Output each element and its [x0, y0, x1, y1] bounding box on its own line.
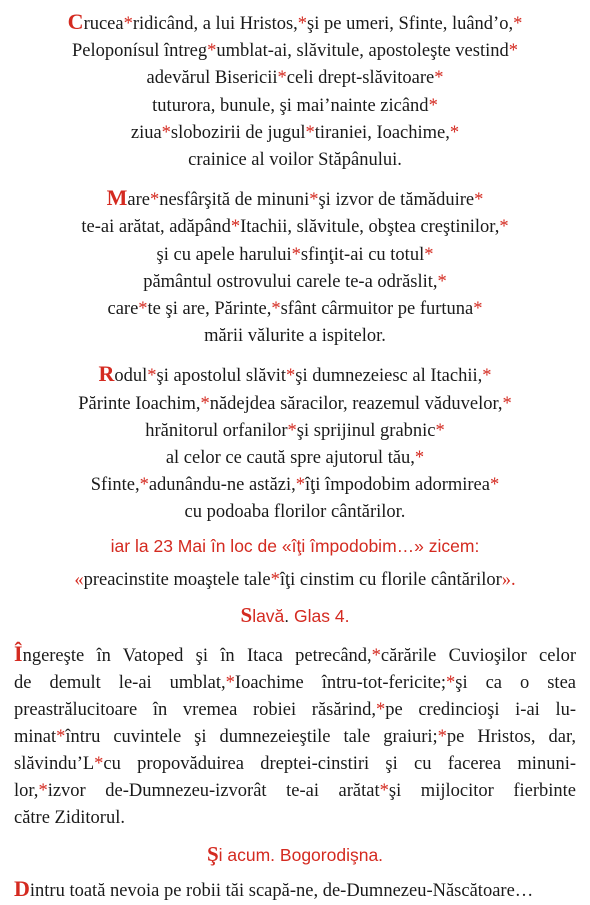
theotokion-line	[14, 875, 576, 905]
verse-asterisk: *	[371, 645, 381, 666]
verse-asterisk: *	[149, 190, 160, 211]
drop-letter: C	[67, 9, 84, 34]
theotokion-drop-letter: D	[14, 875, 30, 901]
doxastikon-line: către Ziditorul.	[14, 807, 125, 828]
sticheron-stanza	[14, 184, 576, 350]
doxastikon-line: minat*întru cuvintele şi dumnezeieştile tale graiuri;*pe Hristos, dar,	[14, 726, 576, 747]
verse-asterisk: *	[139, 475, 149, 496]
bogorodisna-label: Bogorodişna.	[275, 844, 384, 865]
verse-asterisk: *	[271, 299, 281, 320]
verse-line: hrănitorul orfanilor*şi sprijinul grabnic*	[145, 420, 445, 441]
sticheron-stanza	[14, 8, 576, 174]
verse-asterisk: *	[428, 95, 438, 116]
verse-line: care*te şi are, Părinte,*sfânt cârmuitor pe furtuna*	[107, 299, 483, 320]
verse-line: adevărul Bisericii*celi drept-slăvitoare*	[146, 68, 444, 89]
verse-asterisk: *	[513, 14, 523, 34]
verse-line: Rodul*şi apostolul slăvit*şi dumnezeiesc al Itachii,*	[98, 361, 492, 387]
verse-asterisk: *	[309, 190, 319, 211]
drop-letter: R	[98, 361, 115, 387]
rubric-may-23: iar la 23 Mai în loc de «îţi împodobim…» zicem:	[110, 535, 480, 556]
special-refrain-text: preacinstite moaştele tale*îţi cinstim cu florile cântărilor	[83, 569, 502, 590]
verse-line: Crucea*ridicând, a lui Hristos,*şi pe umeri, Sfinte, luând’o,*	[67, 9, 523, 34]
verse-asterisk: *	[473, 299, 483, 320]
verse-asterisk: *	[376, 699, 386, 720]
doxastikon-line: preastrălucitoare în vremea robiei răsărind,*pe credincioşi i-ai lu-	[14, 699, 576, 720]
verse-line: Peloponísul întreg*umblat-ai, slăvitule, apostoleşte vestind*	[72, 41, 518, 62]
verse-asterisk: *	[434, 68, 444, 89]
verse-asterisk: *	[437, 271, 447, 292]
si-acum-heading	[14, 841, 576, 869]
slava-dot: .	[284, 605, 295, 626]
doxastikon-line: slăvindu’L*cu propovăduirea dreptei-cinstiri şi cu facerea minuni-	[14, 753, 576, 774]
glas-label: Glas 4.	[294, 605, 350, 626]
verse-asterisk: *	[295, 475, 306, 496]
verse-line: al celor ce caută spre ajutorul tău,*	[165, 448, 425, 469]
open-quote: «	[74, 569, 84, 590]
sticheron-stanza	[14, 360, 576, 526]
doxastikon-drop-letter: Î	[14, 640, 23, 666]
verse-line: tuturora, bunule, şi mai’nainte zicând*	[152, 95, 438, 116]
verse-line: crainice al voilor Stăpânului.	[188, 150, 402, 171]
stichera-section	[14, 8, 576, 527]
slava-heading	[14, 602, 576, 630]
verse-asterisk: *	[446, 672, 456, 693]
verse-asterisk: *	[286, 366, 296, 387]
verse-asterisk: *	[414, 448, 425, 469]
slava-label: lavă	[252, 605, 285, 626]
verse-line: pământul ostrovului carele te-a odrăslit,*	[143, 271, 447, 292]
theotokion-text: intru toată nevoia pe robii tăi scapă-ne, de-Dumnezeu-Născătoare…	[29, 880, 534, 901]
special-refrain-line	[14, 567, 576, 594]
verse-asterisk: *	[482, 366, 492, 387]
verse-asterisk: *	[437, 726, 447, 747]
verse-asterisk: *	[123, 14, 133, 34]
verse-asterisk: *	[379, 780, 389, 801]
verse-asterisk: *	[499, 217, 509, 238]
verse-asterisk: *	[56, 726, 66, 747]
verse-asterisk: *	[287, 420, 297, 441]
close-quote: ».	[501, 569, 516, 590]
verse-asterisk: *	[502, 393, 512, 414]
verse-line: ziua*slobozirii de jugul*tiraniei, Ioachime,*	[130, 122, 460, 143]
verse-asterisk: *	[147, 366, 157, 387]
verse-line: Mare*nesfârşită de minuni*şi izvor de tămăduire*	[106, 185, 484, 211]
verse-asterisk: *	[291, 244, 301, 265]
verse-asterisk: *	[297, 14, 308, 34]
si-acum-label: i acum.	[218, 844, 276, 865]
verse-asterisk: *	[270, 569, 280, 590]
slava-drop-letter: S	[240, 602, 253, 627]
verse-asterisk: *	[230, 217, 241, 238]
verse-line: Sfinte,*adunându-ne astăzi,*îţi împodobim adormirea*	[90, 475, 500, 496]
doxastikon-paragraph	[14, 640, 576, 832]
doxastikon-line: Îngereşte în Vatoped şi în Itaca petrecând,*cărările Cuvioşilor celor	[14, 640, 576, 666]
verse-line: cu podoaba florilor cântărilor.	[184, 502, 406, 523]
verse-asterisk: *	[508, 41, 518, 62]
verse-asterisk: *	[435, 420, 445, 441]
verse-asterisk: *	[225, 672, 235, 693]
verse-asterisk: *	[161, 122, 171, 143]
drop-letter: M	[106, 185, 128, 211]
verse-asterisk: *	[424, 244, 434, 265]
doxastikon-line: lor,*izvor de-Dumnezeu-izvorât te-ai arătat*şi mijlocitor fierbinte	[14, 780, 576, 801]
verse-line: Părinte Ioachim,*nădejdea săracilor, reazemul văduvelor,*	[78, 393, 512, 414]
verse-asterisk: *	[138, 299, 148, 320]
verse-asterisk: *	[200, 393, 210, 414]
si-acum-drop-letter: Ş	[206, 841, 219, 866]
verse-asterisk: *	[449, 122, 460, 143]
verse-line: mării vălurite a ispitelor.	[204, 326, 386, 347]
verse-asterisk: *	[94, 753, 104, 774]
verse-asterisk: *	[305, 122, 315, 143]
doxastikon-line: de demult le-ai umblat,*Ioachime întru-tot-fericite;*şi ca o stea	[14, 672, 576, 693]
verse-asterisk: *	[474, 190, 484, 211]
verse-line: te-ai arătat, adăpând*Itachii, slăvitule, obştea creştinilor,*	[81, 217, 509, 238]
verse-asterisk: *	[489, 475, 500, 496]
verse-asterisk: *	[207, 41, 217, 62]
verse-line: şi cu apele harului*sfinţit-ai cu totul*	[156, 244, 434, 265]
verse-asterisk: *	[277, 68, 287, 89]
verse-asterisk: *	[38, 780, 48, 801]
